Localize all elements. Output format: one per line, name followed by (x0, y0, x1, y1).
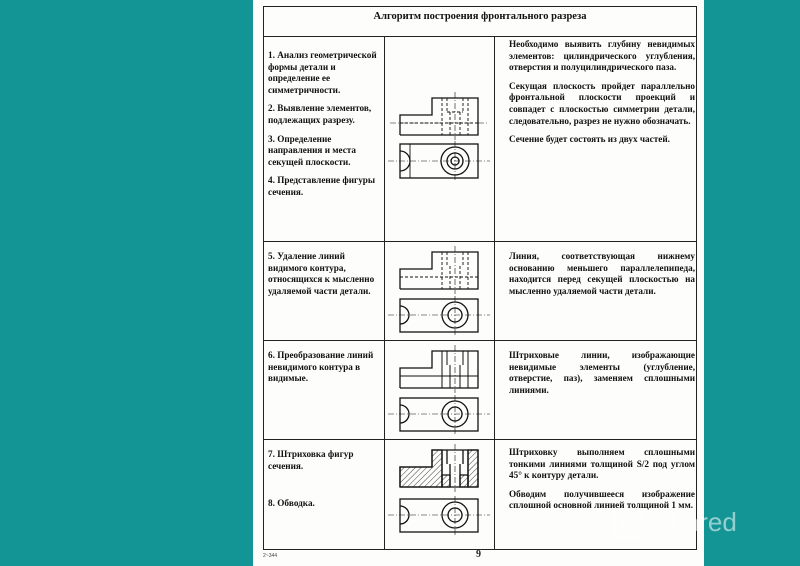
step-text: 8. Обводка. (268, 498, 315, 509)
step-text: 6. Преобразование линий невидимого контура в видимые. (268, 350, 374, 384)
row-3-description (509, 350, 695, 403)
step-text: 3. Определение направления и места секущей плоскости. (268, 133, 357, 167)
description-text: Сечение будет состоять из двух частей. (509, 134, 670, 145)
row-4-steps (268, 449, 383, 517)
row-divider (263, 439, 697, 440)
drawing-step-6 (384, 343, 494, 438)
step-text: 2. Выявление элементов, подлежащих разрезу. (268, 103, 372, 125)
row-1-steps (268, 50, 383, 206)
drawing-step-7-8 (384, 442, 494, 542)
page-number: 9 (476, 549, 481, 560)
drawing-step-5 (384, 244, 494, 339)
description-text: Секущая плоскость пройдет параллельно фронтальной плоскости проекций и совпадет с плоскостью симметрии детали, следовательно, разрез не нужно обозначать. (509, 80, 695, 126)
shared-logo-icon (609, 505, 649, 541)
row-divider (263, 241, 697, 242)
page-title: Алгоритм построения фронтального разреза (373, 11, 587, 22)
column-divider (494, 37, 495, 550)
shared-watermark (609, 505, 789, 545)
step-text: 1. Анализ геометрической формы детали и определение ее симметричности. (268, 50, 377, 95)
step-text: 7. Штриховка фигур сечения. (268, 449, 354, 471)
description-text: Обводим получившееся изображение сплошной основной линией толщиной 1 мм. (509, 488, 695, 511)
row-1-description (509, 39, 695, 153)
step-text: 5. Удаление линий видимого контура, относящихся к мысленно удаляемой части детали. (268, 251, 375, 296)
header-rule (263, 36, 697, 37)
watermark-text: Shared (653, 507, 737, 537)
description-text: Штриховку выполняем сплошными тонкими линиями толщиной S/2 под углом 45° к контуру детали. (509, 447, 695, 481)
row-2-description (509, 251, 695, 304)
description-text: Линия, соответствующая нижнему основанию меньшего параллелепипеда, находится перед секущей плоскостью на мысленно удаляемой части детали. (509, 251, 695, 296)
drawing-step-1 (384, 90, 494, 185)
step-text: 4. Представление фигуры сечения. (268, 175, 376, 197)
description-text: Штриховые линии, изображающие невидимые элементы (углубление, отверстие, паз), заменяем сплошными линиями. (509, 350, 695, 395)
print-imprint: 2~344 (263, 553, 278, 559)
row-2-steps (268, 251, 383, 304)
description-text: Необходимо выявить глубину невидимых элементов: цилиндрического углубления, отверстия и полуцилиндрического паза. (509, 39, 695, 73)
row-divider (263, 340, 697, 341)
row-3-steps (268, 350, 383, 392)
